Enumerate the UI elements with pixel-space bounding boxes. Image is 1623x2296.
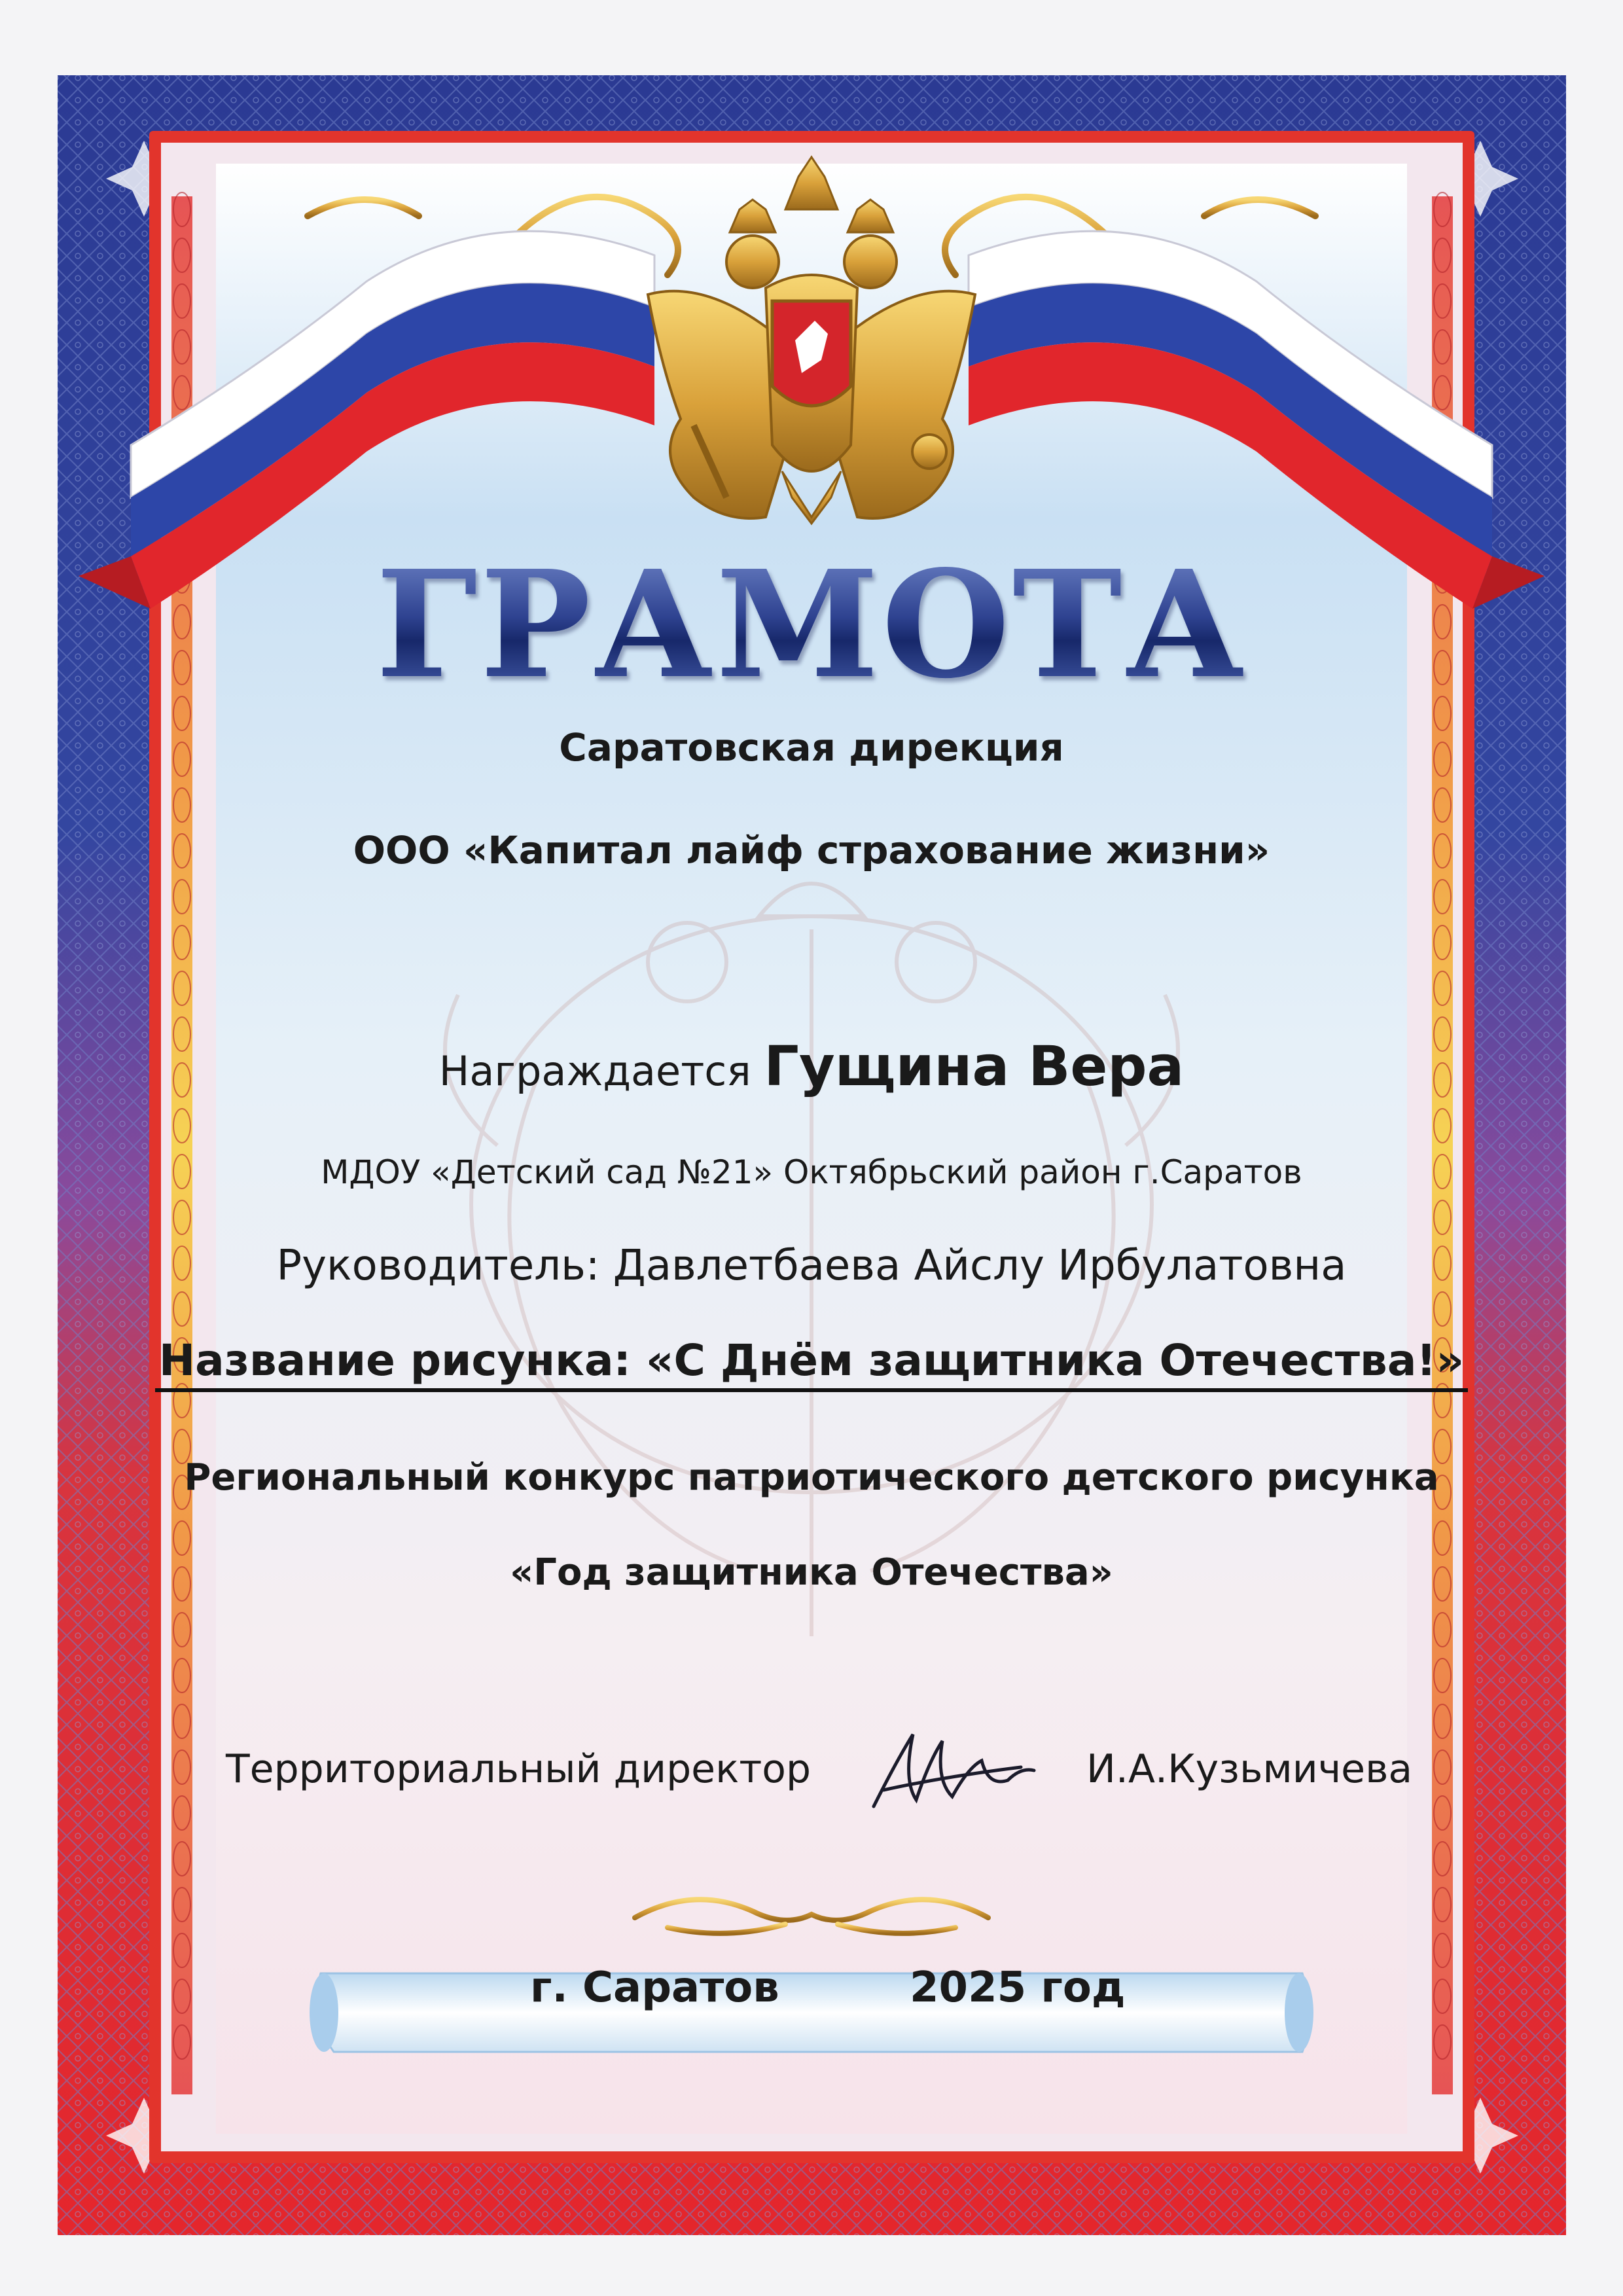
award-prefix: Награждается xyxy=(438,1047,751,1095)
issuer-directorate: Саратовская дирекция xyxy=(559,725,1064,770)
drawing-title-text: Название рисунка: «С Днём защитника Отечества!» xyxy=(155,1335,1468,1392)
contest-theme-line: «Год защитника Отечества» xyxy=(510,1551,1113,1594)
award-recipient-name: Гущина Вера xyxy=(764,1034,1185,1098)
footer-year: 2025 год xyxy=(910,1964,1126,2012)
footer-city: г. Саратов xyxy=(530,1964,779,2012)
director-title: Территориальный директор xyxy=(226,1746,812,1792)
director-name: И.А.Кузьмичева xyxy=(1086,1746,1413,1792)
certificate-title: ГРАМОТА xyxy=(0,547,1623,704)
award-line xyxy=(0,1034,1623,1098)
institution-line: МДОУ «Детский сад №21» Октябрьский район г.Саратов xyxy=(321,1153,1302,1191)
contest-name-line: Региональный конкурс патриотического детского рисунка xyxy=(184,1456,1439,1499)
supervisor-line: Руководитель: Давлетбаева Айслу Ирбулатовна xyxy=(276,1242,1347,1290)
drawing-title-line xyxy=(0,1335,1623,1386)
issuer-company: ООО «Капитал лайф страхование жизни» xyxy=(353,828,1270,872)
bottom-scroll-banner xyxy=(310,1973,1313,2052)
